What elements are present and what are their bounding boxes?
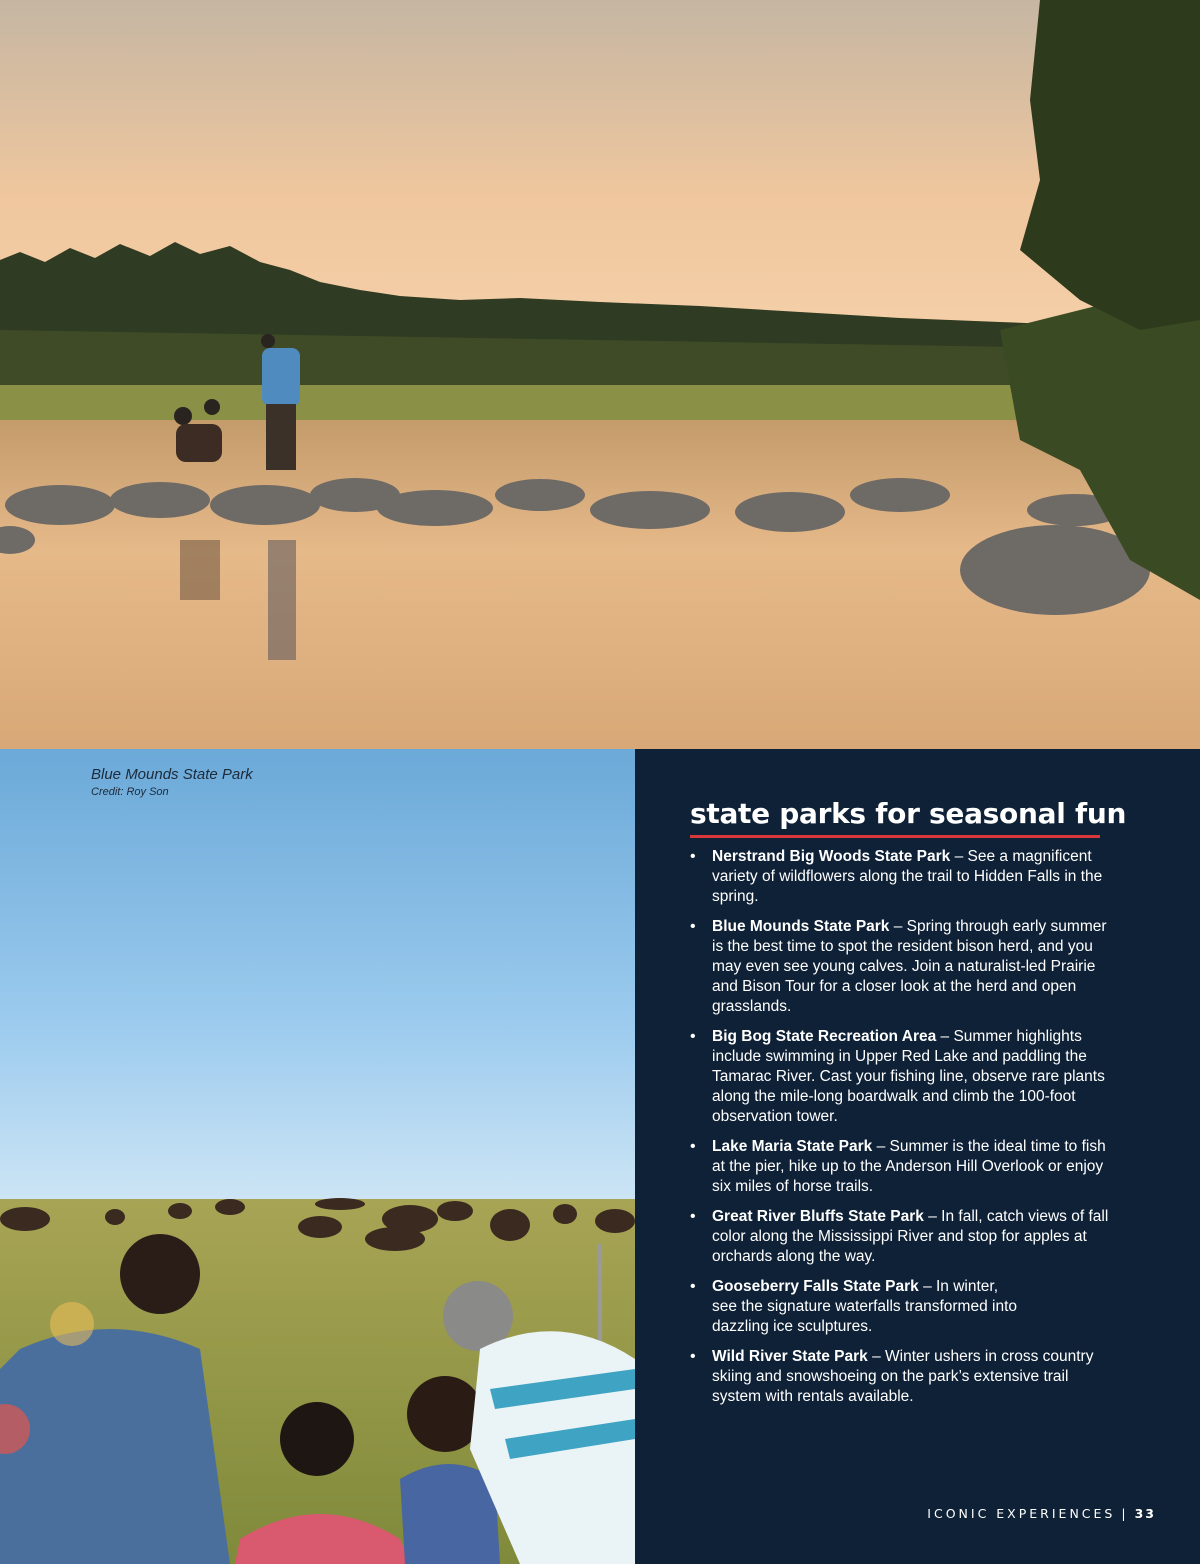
state-parks-panel	[635, 749, 1200, 1564]
list-item	[690, 1207, 1110, 1267]
list-item	[690, 1027, 1110, 1127]
photo-caption	[91, 766, 253, 798]
park-description: – Summer highlights include swimming in Upper Red Lake and paddling the Tamarac River. Cast your fishing line, observe rare plants along the mile-long boardwalk and climb the 100-foot observation tower.	[712, 1028, 1105, 1125]
list-item	[690, 1277, 1022, 1337]
page-footer	[927, 1506, 1156, 1521]
bullet-icon: •	[690, 1138, 696, 1155]
bison-family-photo	[0, 749, 635, 1564]
park-description: – Summer is the ideal time to fish at the pier, hike up to the Anderson Hill Overlook or enjoy six miles of horse trails.	[712, 1138, 1106, 1195]
park-name: Nerstrand Big Woods State Park	[712, 848, 951, 865]
bullet-icon: •	[690, 1348, 696, 1365]
park-description: – In winter, see the signature waterfalls transformed into dazzling ice sculptures.	[712, 1278, 1017, 1335]
bullet-icon: •	[690, 1278, 696, 1295]
park-name: Blue Mounds State Park	[712, 918, 890, 935]
parks-list	[690, 847, 1110, 1417]
list-item	[690, 917, 1110, 1017]
list-item	[690, 1137, 1110, 1197]
list-item	[690, 847, 1110, 907]
caption-credit: Credit: Roy Son	[91, 786, 169, 798]
river-sunset-photo	[0, 0, 1200, 749]
bullet-icon: •	[690, 1028, 696, 1045]
bullet-icon: •	[690, 918, 696, 935]
park-description: – In fall, catch views of fall color along the Mississippi River and stop for apples at orchards along the way.	[712, 1208, 1109, 1265]
bullet-icon: •	[690, 848, 696, 865]
page-number: 33	[1134, 1506, 1156, 1521]
park-description: – Winter ushers in cross country skiing and snowshoeing on the park’s extensive trail system with rentals available.	[712, 1348, 1094, 1405]
panel-heading: state parks for seasonal fun	[690, 797, 1127, 830]
park-name: Lake Maria State Park	[712, 1138, 873, 1155]
footer-section: ICONIC EXPERIENCES	[927, 1506, 1116, 1521]
park-description: – See a magnificent variety of wildflowers along the trail to Hidden Falls in the spring.	[712, 848, 1103, 905]
park-name: Wild River State Park	[712, 1348, 868, 1365]
park-name: Big Bog State Recreation Area	[712, 1028, 937, 1045]
park-name: Great River Bluffs State Park	[712, 1208, 924, 1225]
caption-title: Blue Mounds State Park	[91, 766, 253, 783]
heading-underline	[690, 835, 1100, 838]
footer-separator: |	[1121, 1506, 1129, 1521]
park-name: Gooseberry Falls State Park	[712, 1278, 919, 1295]
list-item	[690, 1347, 1110, 1407]
park-description: – Spring through early summer is the best time to spot the resident bison herd, and you may even see young calves. Join a naturalist-led Prairie and Bison Tour for a closer look at the herd and open grasslands.	[712, 918, 1107, 1015]
bullet-icon: •	[690, 1208, 696, 1225]
